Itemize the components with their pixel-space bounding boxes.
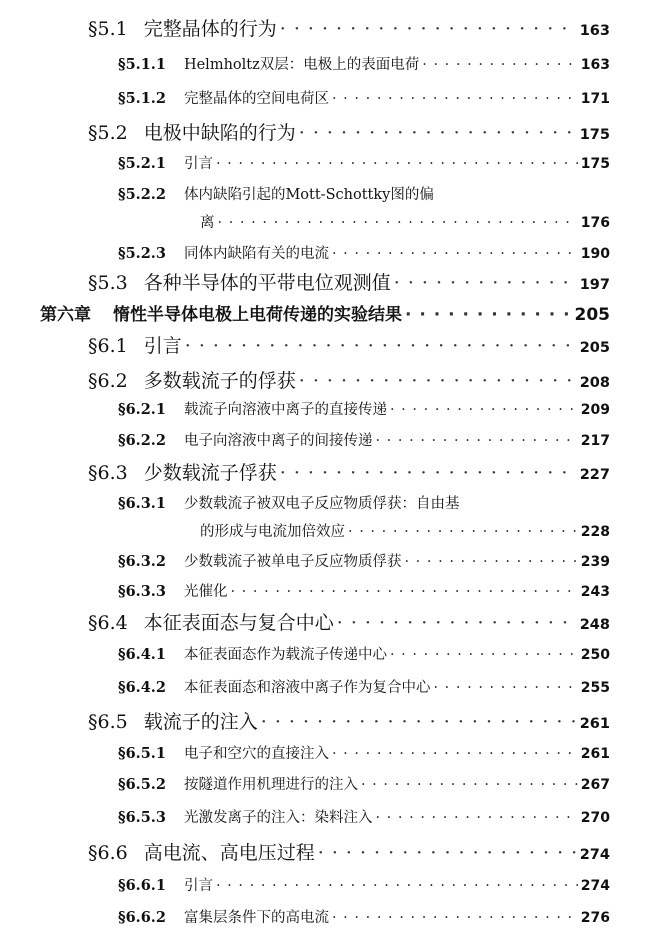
dot-leader — [375, 433, 577, 449]
toc-entry-5-2 — [88, 118, 610, 145]
dot-leader — [216, 878, 578, 894]
section-number: §5.2.1 — [118, 155, 166, 172]
toc-entry-6-1 — [88, 331, 610, 358]
section-number: §6.2.1 — [118, 401, 166, 418]
toc-entry-5-3 — [88, 268, 610, 295]
section-title: 多数载流子的俘获 — [143, 370, 296, 392]
toc-entry-6-5-3 — [118, 806, 610, 827]
dot-leader — [332, 910, 578, 926]
toc-entry-6-2-1 — [118, 398, 610, 419]
page-number: 197 — [579, 277, 610, 293]
page-number: 190 — [580, 246, 610, 262]
toc-entry-6-2-2 — [118, 429, 610, 450]
page-number: 255 — [580, 680, 610, 696]
dot-leader — [404, 554, 577, 570]
dot-leader — [299, 370, 577, 392]
section-number: §5.1 — [88, 18, 128, 40]
section-title: 各种半导体的平带电位观测值 — [143, 272, 391, 294]
section-title: 引言 — [143, 335, 182, 357]
page-number: 176 — [580, 215, 610, 231]
section-number: §6.5.1 — [118, 745, 166, 762]
page-number: 163 — [579, 23, 610, 39]
dot-leader — [405, 305, 572, 325]
dot-leader — [375, 810, 577, 826]
page-number: 217 — [580, 433, 610, 449]
dot-leader — [332, 91, 578, 107]
page-number: 243 — [580, 584, 610, 600]
section-title: 本征表面态作为载流子传递中心 — [183, 647, 387, 663]
section-number: §6.4.1 — [118, 646, 166, 663]
toc-entry-6-6-1 — [118, 874, 610, 895]
section-title: 光催化 — [183, 584, 228, 600]
section-title: 电子向溶液中离子的间接传递 — [183, 433, 373, 449]
section-title: 载流子向溶液中离子的直接传递 — [183, 402, 387, 418]
section-number: §6.6.1 — [118, 877, 166, 894]
toc-entry-6-2 — [88, 366, 610, 393]
toc-entry-5-1-1 — [118, 53, 610, 74]
section-title: 电极中缺陷的行为 — [143, 122, 296, 144]
section-title: 完整晶体的空间电荷区 — [183, 91, 329, 107]
toc-entry-5-2-2-continued — [200, 211, 610, 232]
toc-entry-6-3-3 — [118, 580, 610, 601]
chapter-title: 惰性半导体电极上电荷传递的实验结果 — [113, 305, 402, 325]
section-number: §5.1.2 — [118, 90, 166, 107]
toc-entry-6-3-1-continued — [200, 520, 610, 541]
section-number: §6.3 — [88, 462, 128, 484]
toc-entry-5-1 — [88, 14, 610, 41]
dot-leader — [390, 402, 578, 418]
section-number: §6.5.2 — [118, 776, 166, 793]
section-title: 富集层条件下的高电流 — [183, 910, 329, 926]
section-title: 完整晶体的行为 — [143, 18, 277, 40]
dot-leader — [422, 57, 578, 73]
section-title: 引言 — [183, 878, 213, 894]
section-number: §6.2 — [88, 370, 128, 392]
dot-leader — [394, 272, 577, 294]
page-number: 239 — [580, 554, 610, 570]
page-number: 248 — [579, 617, 610, 633]
section-title: 引言 — [183, 156, 213, 172]
dot-leader — [280, 462, 577, 484]
dot-leader — [332, 746, 578, 762]
section-title: 按隧道作用机理进行的注入 — [183, 777, 358, 793]
page-number: 175 — [579, 127, 610, 143]
dot-leader — [337, 612, 577, 634]
page-number: 205 — [579, 340, 610, 356]
section-title-continuation: 离 — [200, 215, 215, 231]
page-number: 205 — [574, 305, 610, 325]
section-number: §6.2.2 — [118, 432, 166, 449]
toc-entry-5-1-2 — [118, 87, 610, 108]
dot-leader — [216, 156, 578, 172]
section-number: §5.2 — [88, 122, 128, 144]
dot-leader — [261, 711, 577, 733]
section-title: 光激发离子的注入：染料注入 — [183, 810, 373, 826]
page-number: 171 — [580, 91, 610, 107]
toc-entry-6-3-2 — [118, 550, 610, 571]
page-number: 163 — [580, 57, 610, 73]
page-number: 267 — [580, 777, 610, 793]
section-title: 同体内缺陷有关的电流 — [183, 246, 329, 262]
dot-leader — [230, 584, 577, 600]
toc-entry-6-5-2 — [118, 773, 610, 794]
page-number: 228 — [580, 524, 610, 540]
page-number: 274 — [579, 847, 610, 863]
section-number: §6.1 — [88, 335, 128, 357]
section-title: Helmholtz双层：电极上的表面电荷 — [183, 57, 420, 73]
toc-entry-6-5 — [88, 707, 610, 734]
dot-leader — [318, 842, 577, 864]
section-number: §5.1.1 — [118, 56, 166, 73]
toc-entry-6-6 — [88, 838, 610, 865]
section-title: 电子和空穴的直接注入 — [183, 746, 329, 762]
section-number: §6.3.3 — [118, 583, 166, 600]
section-number: §6.6 — [88, 842, 128, 864]
section-title: 载流子的注入 — [143, 711, 258, 733]
page-number: 261 — [579, 716, 610, 732]
section-number: §6.4 — [88, 612, 128, 634]
section-title: 少数载流子被双电子反应物质俘获：自由基 — [183, 496, 460, 512]
section-title: 少数载流子俘获 — [143, 462, 277, 484]
section-number: §6.5 — [88, 711, 128, 733]
dot-leader — [332, 246, 578, 262]
page-number: 261 — [580, 746, 610, 762]
page-number: 209 — [580, 402, 610, 418]
section-title: 体内缺陷引起的Mott-Schottky图的偏 — [183, 187, 434, 203]
dot-leader — [433, 680, 577, 696]
section-title: 本征表面态和溶液中离子作为复合中心 — [183, 680, 431, 696]
dot-leader — [185, 335, 577, 357]
page-number: 276 — [580, 910, 610, 926]
page-number: 274 — [580, 878, 610, 894]
toc-entry-5-2-3 — [118, 242, 610, 263]
section-number: §6.3.1 — [118, 495, 166, 512]
dot-leader — [348, 524, 578, 540]
toc-entry-6-6-2 — [118, 906, 610, 927]
toc-entry-5-2-2 — [118, 183, 434, 204]
page-number: 250 — [580, 647, 610, 663]
toc-entry-6-4-1 — [118, 643, 610, 664]
toc-entry-6-5-1 — [118, 742, 610, 763]
section-number: §6.6.2 — [118, 909, 166, 926]
section-number: §5.2.2 — [118, 186, 166, 203]
page-number: 208 — [579, 375, 610, 391]
toc-chapter-6 — [40, 300, 610, 325]
section-title-continuation: 的形成与电流加倍效应 — [200, 524, 345, 540]
dot-leader — [390, 647, 578, 663]
section-title: 本征表面态与复合中心 — [143, 612, 334, 634]
section-number: §6.5.3 — [118, 809, 166, 826]
page-number: 227 — [579, 467, 610, 483]
section-title: 高电流、高电压过程 — [143, 842, 315, 864]
dot-leader — [361, 777, 578, 793]
dot-leader — [280, 18, 577, 40]
toc-entry-6-3-1 — [118, 492, 459, 513]
section-number: §5.2.3 — [118, 245, 166, 262]
page-number: 270 — [580, 810, 610, 826]
dot-leader — [299, 122, 577, 144]
toc-entry-5-2-1 — [118, 152, 610, 173]
section-number: §6.4.2 — [118, 679, 166, 696]
section-number: §6.3.2 — [118, 553, 166, 570]
dot-leader — [218, 215, 578, 231]
toc-entry-6-3 — [88, 458, 610, 485]
section-title: 少数载流子被单电子反应物质俘获 — [183, 554, 402, 570]
toc-entry-6-4 — [88, 608, 610, 635]
toc-entry-6-4-2 — [118, 676, 610, 697]
section-number: §5.3 — [88, 272, 128, 294]
page-number: 175 — [580, 156, 610, 172]
chapter-number: 第六章 — [40, 305, 91, 325]
